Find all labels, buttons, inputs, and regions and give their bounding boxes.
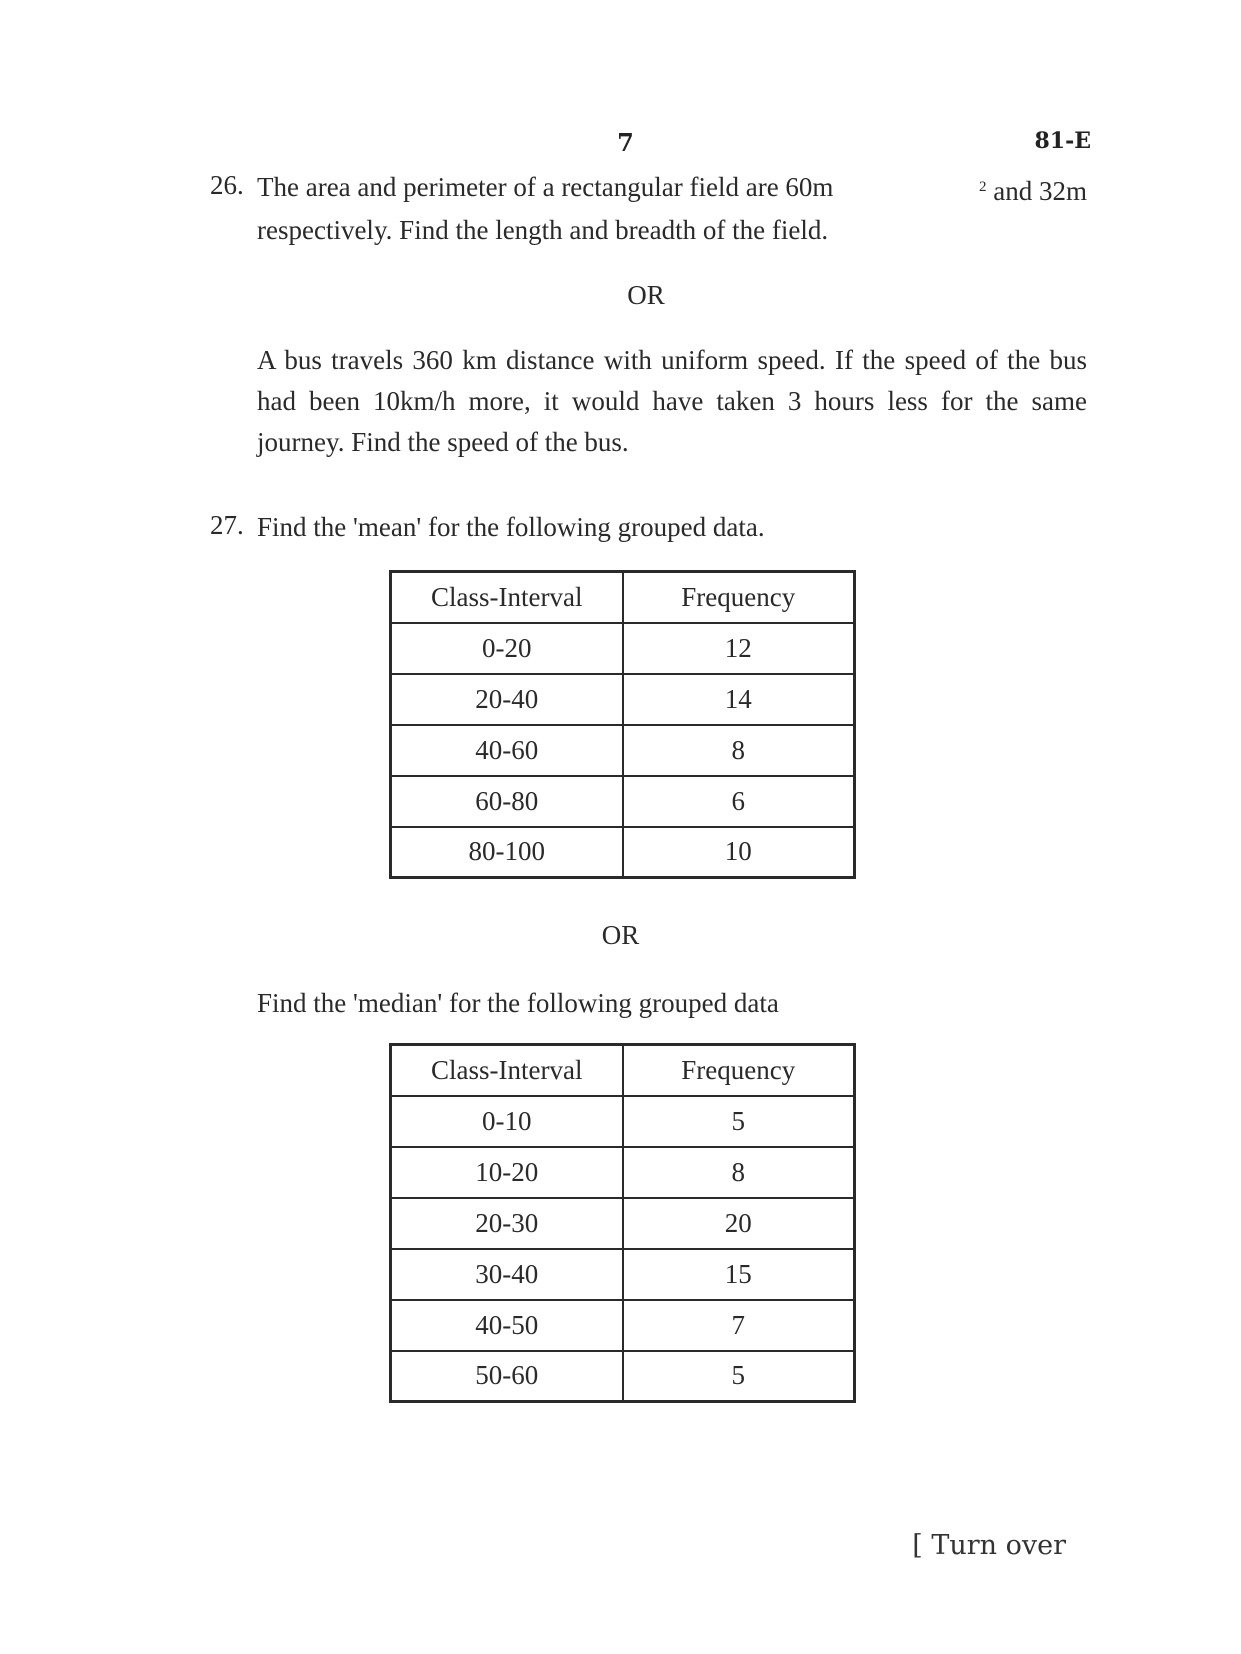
table-row — [391, 776, 855, 827]
class-interval-cell: 50-60 — [391, 1351, 623, 1402]
table-header-row — [391, 572, 855, 623]
or-divider-26: OR — [627, 280, 665, 310]
frequency-cell: 10 — [623, 827, 855, 878]
page-number: 7 — [617, 128, 634, 157]
question-27-text: Find the 'mean' for the following grouped data. — [257, 512, 765, 542]
table-row — [391, 1300, 855, 1351]
header-class-interval: Class-Interval — [391, 572, 623, 623]
class-interval-cell: 20-40 — [391, 674, 623, 725]
table-header-row — [391, 1045, 855, 1096]
superscript-two: 2 — [979, 179, 987, 195]
frequency-cell: 5 — [623, 1096, 855, 1147]
frequency-cell: 14 — [623, 674, 855, 725]
question-27-number: 27. — [210, 510, 244, 540]
class-interval-cell: 10-20 — [391, 1147, 623, 1198]
frequency-cell: 5 — [623, 1351, 855, 1402]
question-26-line1-pre: The area and perimeter of a rectangular field are 60m — [257, 172, 834, 202]
header-frequency: Frequency — [623, 1045, 855, 1096]
table-row — [391, 1096, 855, 1147]
table-row — [391, 1147, 855, 1198]
table-row — [391, 725, 855, 776]
table-row — [391, 1351, 855, 1402]
frequency-cell: 12 — [623, 623, 855, 674]
frequency-cell: 8 — [623, 725, 855, 776]
table-row — [391, 1249, 855, 1300]
paper-code: 81-E — [1034, 128, 1091, 154]
or-divider-27: OR — [601, 920, 640, 950]
table-row — [391, 674, 855, 725]
table-row — [391, 1198, 855, 1249]
frequency-cell: 7 — [623, 1300, 855, 1351]
table-row — [391, 827, 855, 878]
frequency-cell: 8 — [623, 1147, 855, 1198]
class-interval-cell: 0-10 — [391, 1096, 623, 1147]
question-26-number: 26. — [210, 170, 244, 200]
class-interval-cell: 30-40 — [391, 1249, 623, 1300]
mean-data-table — [389, 570, 856, 879]
class-interval-cell: 40-60 — [391, 725, 623, 776]
question-26-line2: respectively. Find the length and breadth of the field. — [257, 215, 829, 245]
class-interval-cell: 20-30 — [391, 1198, 623, 1249]
class-interval-cell: 0-20 — [391, 623, 623, 674]
class-interval-cell: 60-80 — [391, 776, 623, 827]
class-interval-cell: 80-100 — [391, 827, 623, 878]
question-27-alternative: Find the 'median' for the following grouped data — [257, 988, 779, 1018]
frequency-cell: 20 — [623, 1198, 855, 1249]
turn-over-note: [ Turn over — [912, 1530, 1066, 1561]
median-data-table — [389, 1043, 856, 1403]
table-row — [391, 623, 855, 674]
frequency-cell: 15 — [623, 1249, 855, 1300]
question-26-line1 — [257, 167, 1087, 212]
question-26-alternative: A bus travels 360 km distance with uniform speed. If the speed of the bus had been 10km/h more, it would have taken 3 hours less for the same journey. Find the speed of the bus. — [257, 345, 1087, 457]
header-class-interval: Class-Interval — [391, 1045, 623, 1096]
class-interval-cell: 40-50 — [391, 1300, 623, 1351]
question-26-text — [257, 167, 1087, 212]
question-26-line1-post: and 32m — [986, 176, 1087, 206]
header-frequency: Frequency — [623, 572, 855, 623]
frequency-cell: 6 — [623, 776, 855, 827]
